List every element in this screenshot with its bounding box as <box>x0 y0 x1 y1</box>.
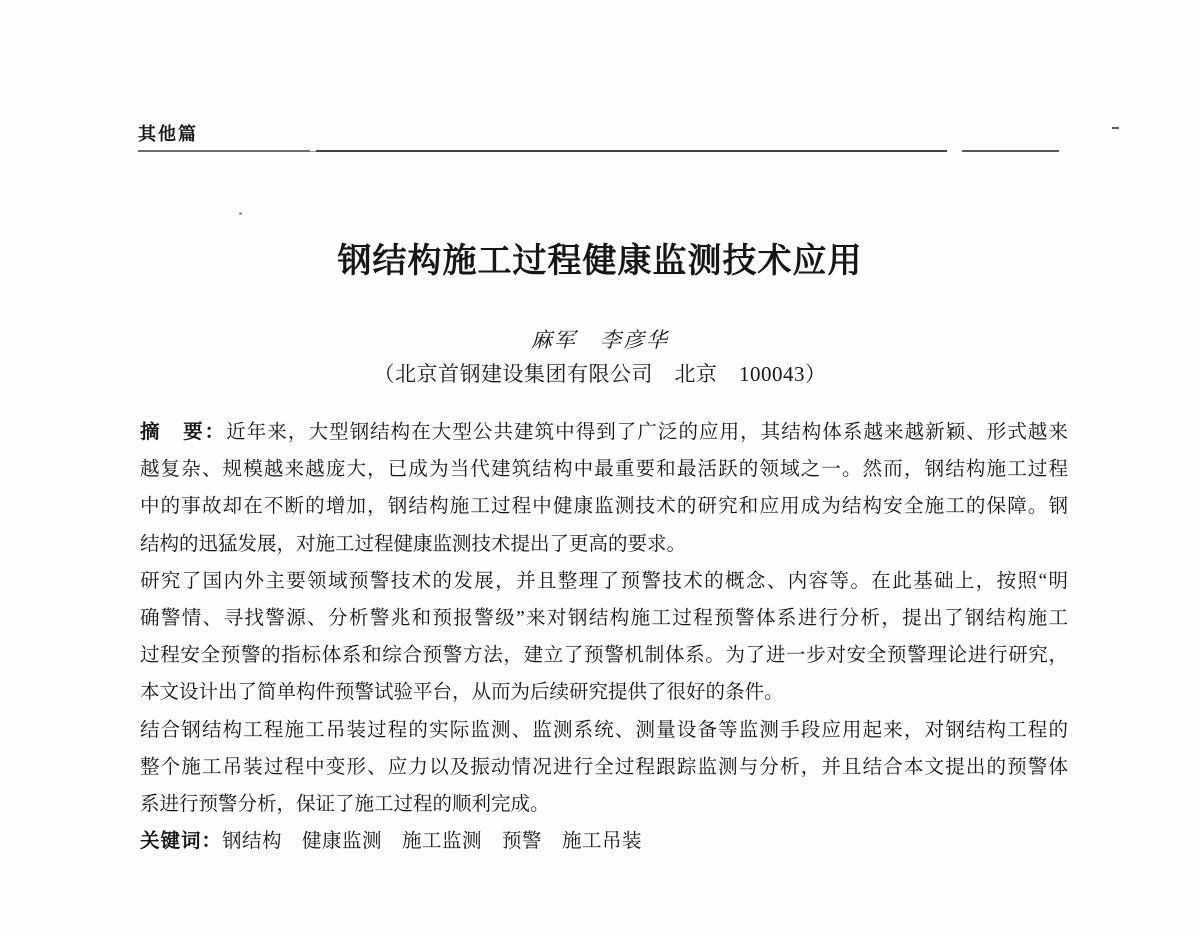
authors-line: 麻军 李彦华 <box>531 328 669 352</box>
scan-speck <box>1112 127 1119 129</box>
keywords-line <box>140 823 1068 860</box>
section-header: 其他篇 <box>138 124 198 144</box>
abstract-line: 过程安全预警的指标体系和综合预警方法，建立了预警机制体系。为了进一步对安全预警理论进行研究， <box>140 645 1068 667</box>
abstract-line: 结构的迅猛发展，对施工过程健康监测技术提出了更高的要求。 <box>140 533 687 555</box>
abstract-line: 结合钢结构工程施工吊装过程的实际监测、监测系统、测量设备等监测手段应用起来，对钢结构工程的 <box>140 719 1068 741</box>
header-rule-segment <box>138 150 310 152</box>
header-rule-segment <box>316 150 947 152</box>
keywords-label: 关键词： <box>140 830 223 853</box>
abstract-line: 系进行预警分析，保证了施工过程的顺利完成。 <box>140 794 550 816</box>
abstract-line: 越复杂、规模越来越庞大，已成为当代建筑结构中最重要和最活跃的领域之一。然而，钢结构施工过程 <box>140 459 1068 481</box>
abstract-block <box>140 414 1068 860</box>
abstract-line: 整个施工吊装过程中变形、应力以及振动情况进行全过程跟踪监测与分析，并且结合本文提出的预警体 <box>140 756 1068 778</box>
abstract-line <box>140 414 1068 451</box>
abstract-line: 本文设计出了简单构件预警试验平台，从而为后续研究提供了很好的条件。 <box>140 682 784 704</box>
abstract-line: 研究了国内外主要领域预警技术的发展，并且整理了预警技术的概念、内容等。在此基础上，按照“明 <box>140 570 1068 592</box>
scan-speck <box>239 212 242 215</box>
page-title: 钢结构施工过程健康监测技术应用 <box>337 242 863 280</box>
affiliation-line: （北京首钢建设集团有限公司 北京 100043） <box>373 362 827 386</box>
keywords-terms: 钢结构 健康监测 施工监测 预警 施工吊装 <box>222 831 643 853</box>
abstract-line: 中的事故却在不断的增加，钢结构施工过程中健康监测技术的研究和应用成为结构安全施工的保障。钢 <box>140 496 1068 518</box>
abstract-line: 确警情、寻找警源、分析警兆和预报警级”来对钢结构施工过程预警体系进行分析，提出了钢结构施工 <box>140 608 1068 630</box>
abstract-text: 近年来，大型钢结构在大型公共建筑中得到了广泛的应用，其结构体系越来越新颖、形式越来 <box>226 422 1068 443</box>
header-rule-segment <box>962 150 1059 152</box>
abstract-label: 摘 要： <box>140 421 227 443</box>
